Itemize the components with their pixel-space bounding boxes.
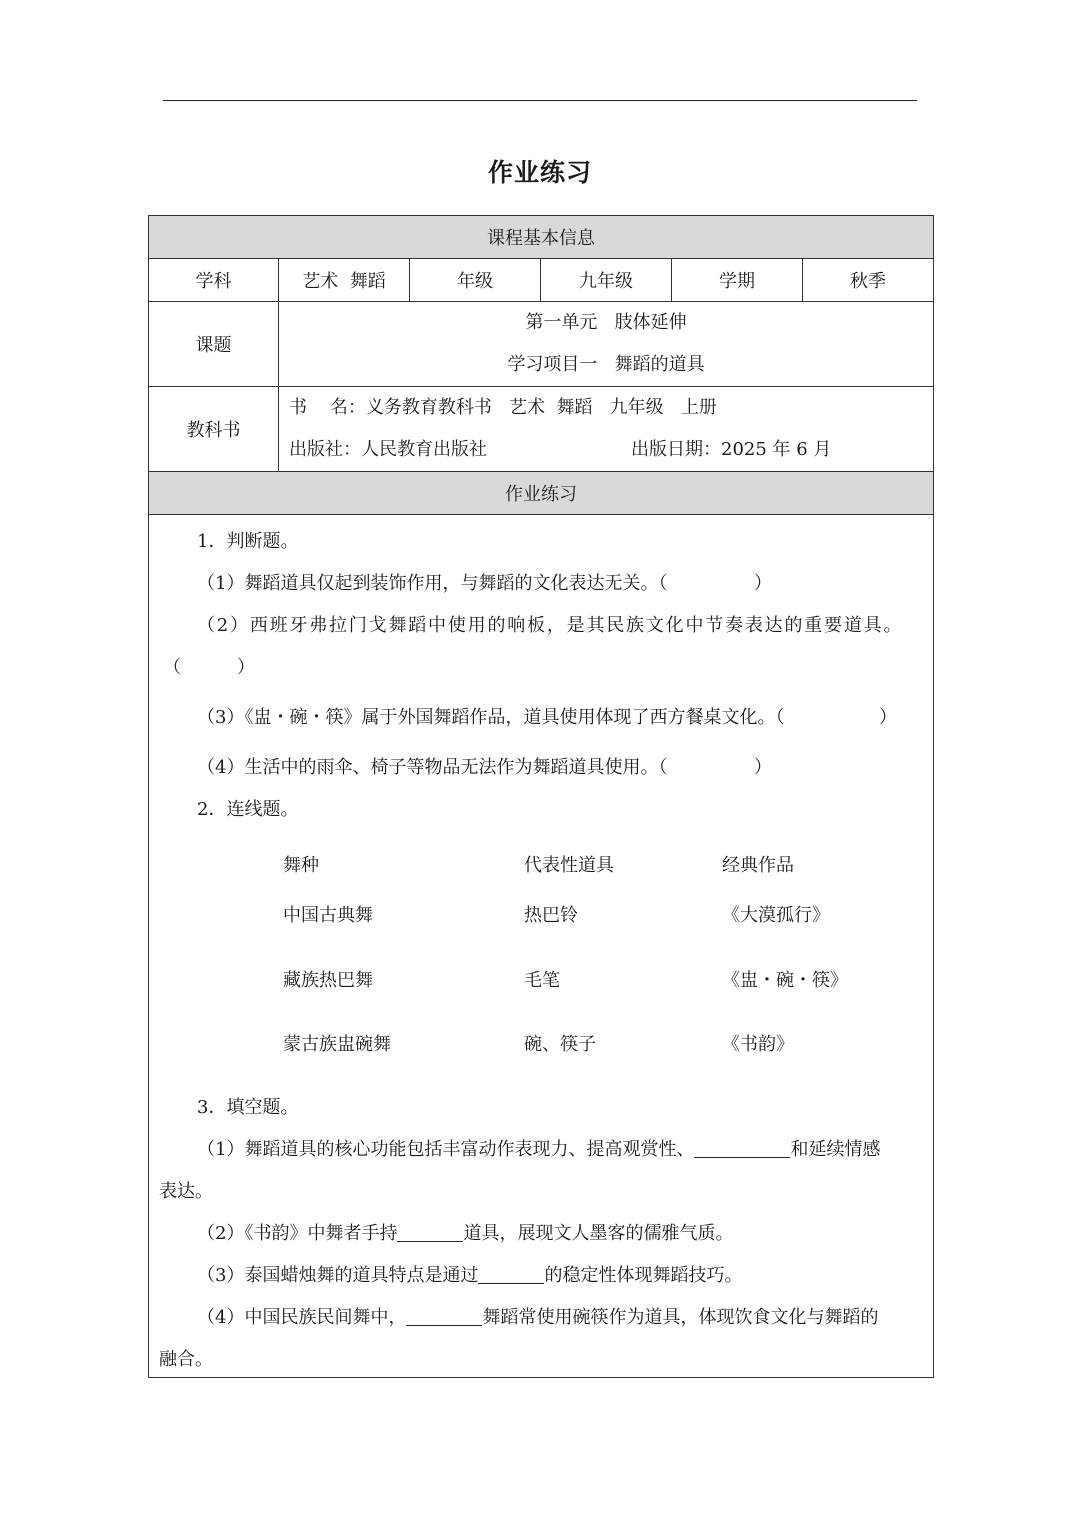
q3-item-3	[197, 1261, 742, 1287]
q2-header-prop: 代表性道具	[524, 855, 614, 876]
term-label: 学期	[672, 259, 803, 302]
q3-item-1-blank	[694, 1139, 790, 1158]
q2-dance-2: 藏族热巴舞	[283, 970, 373, 991]
q3-item-3-blank	[478, 1265, 544, 1284]
topic-value	[279, 302, 934, 387]
q3-item-2-blank	[397, 1223, 463, 1242]
q2-prop-3: 碗、筷子	[524, 1034, 596, 1055]
basic-info-header: 课程基本信息	[149, 216, 934, 259]
subject-value: 艺术 舞蹈	[279, 259, 410, 302]
q2-title: 2．连线题。	[197, 799, 299, 820]
q2-prop-2: 毛笔	[524, 970, 560, 991]
topic-unit: 第一单元 肢体延伸	[525, 312, 687, 333]
q3-item-2-text-a: （2）《书韵》中舞者手持	[197, 1223, 398, 1244]
q1-item-1-close: ）	[754, 573, 772, 594]
q3-item-4	[197, 1303, 878, 1329]
topic-label: 课题	[149, 302, 279, 387]
q3-title: 3．填空题。	[197, 1097, 299, 1118]
q3-item-4-blank	[406, 1307, 482, 1326]
q3-item-2-text-b: 道具，展现文人墨客的儒雅气质。	[463, 1223, 734, 1244]
q2-work-3: 《书韵》	[722, 1034, 794, 1055]
textbook-value	[279, 387, 934, 472]
q3-item-4-cont: 融合。	[159, 1349, 213, 1370]
q1-item-2: （2）西班牙弗拉门戈舞蹈中使用的响板，是其民族文化中节奏表达的重要道具。	[197, 615, 904, 636]
q2-dance-3: 蒙古族盅碗舞	[283, 1034, 391, 1055]
q3-item-2	[197, 1219, 733, 1245]
q2-dance-1: 中国古典舞	[283, 905, 373, 926]
header-rule	[163, 100, 917, 101]
q2-work-2: 《盅・碗・筷》	[722, 970, 848, 991]
q3-item-1-text-a: （1）舞蹈道具的核心功能包括丰富动作表现力、提高观赏性、	[197, 1139, 695, 1160]
homework-table	[148, 215, 934, 1378]
q2-work-1: 《大漠孤行》	[722, 905, 830, 926]
q1-item-1: （1）舞蹈道具仅起到装饰作用，与舞蹈的文化表达无关。（	[197, 573, 668, 594]
q1-item-2-open: （	[163, 657, 181, 678]
q2-header-dance: 舞种	[283, 855, 319, 876]
q1-item-4: （4）生活中的雨伞、椅子等物品无法作为舞蹈道具使用。（	[197, 757, 668, 778]
subject-label: 学科	[149, 259, 279, 302]
textbook-title: 书 名：义务教育教科书 艺术 舞蹈 九年级 上册	[289, 397, 717, 418]
q3-item-4-text-b: 舞蹈常使用碗筷作为道具，体现饮食文化与舞蹈的	[482, 1307, 879, 1328]
textbook-publisher: 出版社：人民教育出版社	[289, 439, 487, 460]
q1-item-4-close: ）	[754, 757, 772, 778]
q3-item-3-text-a: （3）泰国蜡烛舞的道具特点是通过	[197, 1265, 479, 1286]
q3-item-1-cont: 表达。	[159, 1181, 213, 1202]
textbook-label: 教科书	[149, 387, 279, 472]
q1-item-3: （3）《盅・碗・筷》属于外国舞蹈作品，道具使用体现了西方餐桌文化。（	[197, 707, 785, 728]
textbook-pub-date: 出版日期：2025 年 6 月	[631, 439, 832, 460]
q2-prop-1: 热巴铃	[524, 905, 578, 926]
homework-content	[149, 515, 934, 1378]
q3-item-1-text-b: 和延续情感	[790, 1139, 881, 1160]
page-title: 作业练习	[487, 158, 592, 187]
homework-header: 作业练习	[149, 472, 934, 515]
grade-value: 九年级	[541, 259, 672, 302]
topic-project: 学习项目一 舞蹈的道具	[507, 354, 705, 375]
q1-item-3-close: ）	[879, 707, 897, 728]
q1-item-2-close: ）	[237, 657, 255, 678]
q1-title: 1．判断题。	[197, 531, 299, 552]
textbook-publisher-line	[289, 429, 933, 471]
q3-item-1	[197, 1135, 880, 1161]
q2-header-work: 经典作品	[722, 855, 794, 876]
grade-label: 年级	[410, 259, 541, 302]
q3-item-3-text-b: 的稳定性体现舞蹈技巧。	[544, 1265, 743, 1286]
term-value: 秋季	[803, 259, 934, 302]
q3-item-4-text-a: （4）中国民族民间舞中，	[197, 1307, 407, 1328]
